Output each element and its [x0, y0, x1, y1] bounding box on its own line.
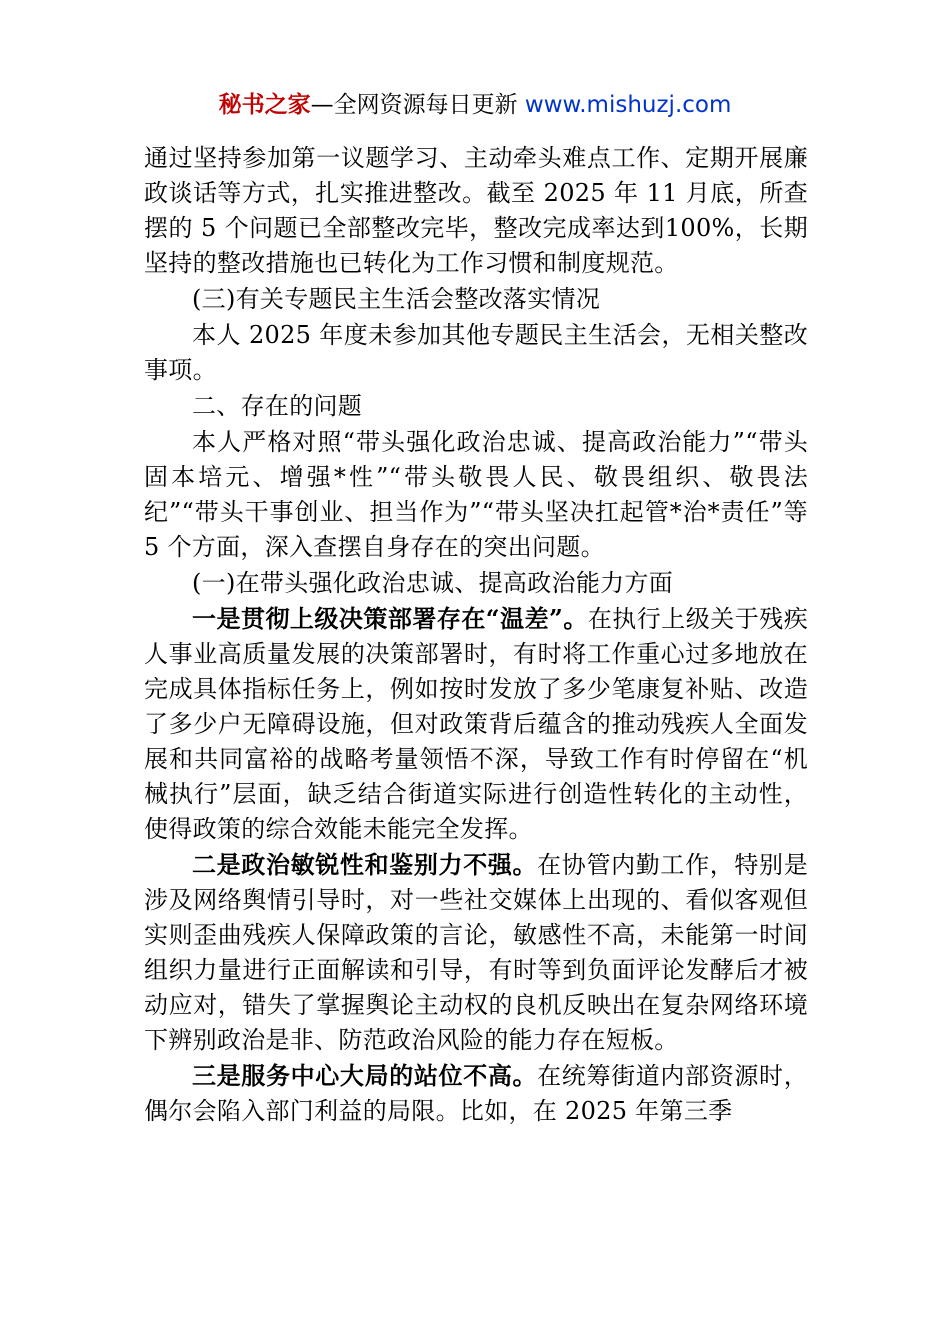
paragraph-point-two: 二是政治敏锐性和鉴别力不强。在协管内勤工作，特别是涉及网络舆情引导时，对一些社交媒体上出现的、看似客观但实则歪曲残疾人保障政策的言论，敏感性不高，未能第一时间组织力量进行正面解读和引导，有时等到负面评论发酵后才被动应对，错失了掌握舆论主动权的良机反映出在复杂网络环境下辨别政治是非、防范政治风险的能力存在短板。 — [144, 850, 808, 1054]
point-one-lead: 一是贯彻上级决策部署存在“温差”。 — [192, 604, 588, 633]
paragraph-point-three: 三是服务中心大局的站位不高。在统筹街道内部资源时，偶尔会陷入部门利益的局限。比如，在 2025 年第三季 — [144, 1061, 808, 1125]
point-three-lead: 三是服务中心大局的站位不高。 — [192, 1061, 538, 1090]
brand-name: 秘书之家 — [218, 92, 311, 118]
watermark-header — [0, 88, 950, 122]
paragraph-point-one: 一是贯彻上级决策部署存在“温差”。在执行上级关于残疾人事业高质量发展的决策部署时，有时将工作重心过多地放在完成具体指标任务上，例如按时发放了多少笔康复补贴、改造了多少户无障碍设施，但对政策背后蕴含的推动残疾人全面发展和共同富裕的战略考量领悟不深，导致工作有时停留在“机械执行”层面，缺乏结合街道实际进行创造性转化的主动性，使得政策的综合效能未能完全发挥。 — [144, 604, 808, 843]
paragraph-problems-intro: 本人严格对照“带头强化政治忠诚、提高政治能力”“带头固本培元、增强*性”“带头敬畏人民、敬畏组织、敬畏法纪”“带头干事创业、担当作为”“带头坚决扛起管*治*责任”等 5 个方面，深入查摆自身存在的突出问题。 — [144, 428, 808, 561]
header-tagline: —全网资源每日更新 — [310, 92, 525, 118]
point-two-lead: 二是政治敏锐性和鉴别力不强。 — [192, 850, 538, 879]
document-body — [144, 140, 808, 1129]
paragraph-rectification-summary: 通过坚持参加第一议题学习、主动牵头难点工作、定期开展廉政谈话等方式，扎实推进整改。截至 2025 年 11 月底，所查摆的 5 个问题已全部整改完毕，整改完成率达到100%，长期坚持的整改措施也已转化为工作习惯和制度规范。 — [144, 144, 808, 277]
paragraph-special-meeting: 本人 2025 年度未参加其他专题民主生活会，无相关整改事项。 — [144, 321, 808, 384]
section-heading-problems: 二、存在的问题 — [192, 392, 363, 420]
site-url: www.mishuzj.com — [524, 92, 732, 118]
section-heading-special-meeting: (三)有关专题民主生活会整改落实情况 — [192, 285, 601, 313]
subsection-heading-political-loyalty: (一)在带头强化政治忠诚、提高政治能力方面 — [192, 569, 674, 597]
